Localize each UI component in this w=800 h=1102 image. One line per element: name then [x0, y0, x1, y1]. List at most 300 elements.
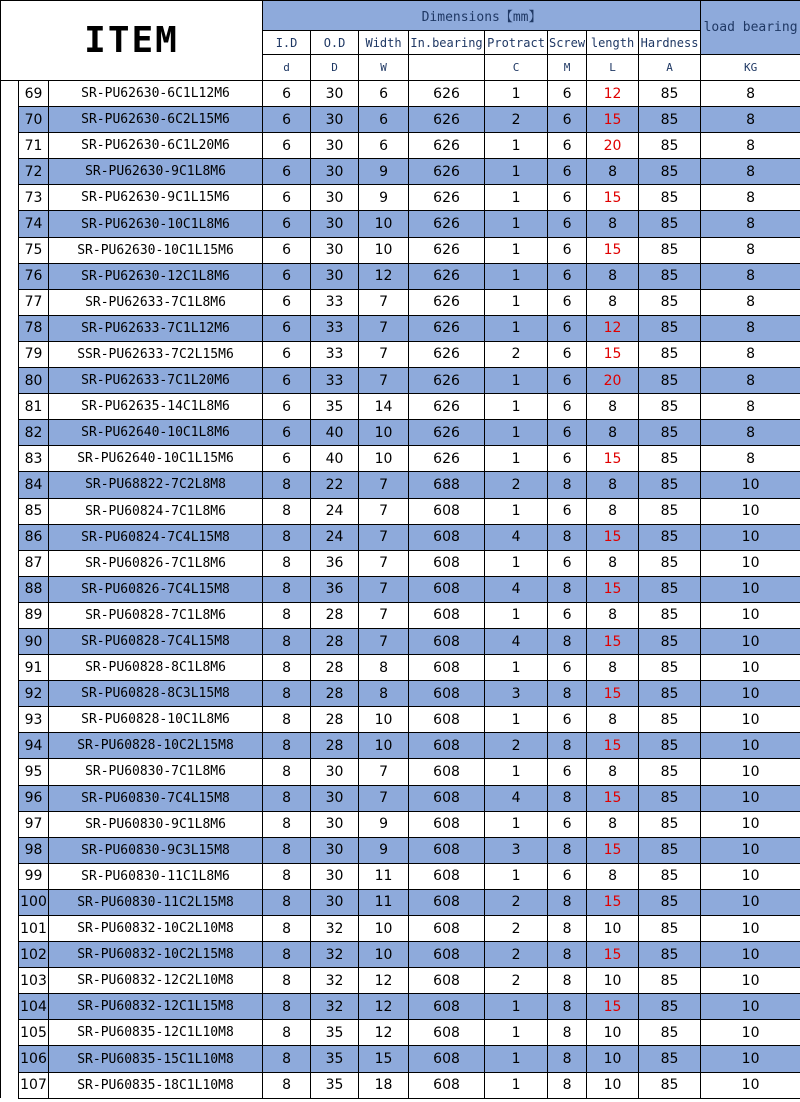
screw-cell: 8 [548, 889, 587, 915]
table-row [1, 707, 800, 733]
symbol-D: D [311, 55, 359, 81]
inner-diameter-cell: 6 [263, 315, 311, 341]
inner-diameter-cell: 6 [263, 107, 311, 133]
in-bearing-cell: 608 [409, 1046, 485, 1072]
screw-cell: 8 [548, 1020, 587, 1046]
outer-diameter-cell: 30 [311, 237, 359, 263]
item-name-cell: SR-PU62630-12C1L8M6 [49, 263, 263, 289]
width-cell: 10 [359, 942, 409, 968]
width-cell: 7 [359, 524, 409, 550]
row-number-cell: 92 [19, 681, 49, 707]
hardness-cell: 85 [639, 707, 701, 733]
inner-diameter-cell: 8 [263, 498, 311, 524]
hardness-cell: 85 [639, 420, 701, 446]
symbol-M: M [548, 55, 587, 81]
hardness-cell: 85 [639, 1020, 701, 1046]
left-margin-cell [1, 185, 19, 211]
load-bearing-cell: 8 [701, 211, 800, 237]
in-bearing-cell: 626 [409, 368, 485, 394]
table-row [1, 107, 800, 133]
width-cell: 8 [359, 655, 409, 681]
length-cell: 8 [587, 707, 639, 733]
inner-diameter-cell: 6 [263, 263, 311, 289]
inner-diameter-cell: 8 [263, 733, 311, 759]
item-name-cell: SR-PU60826-7C1L8M6 [49, 550, 263, 576]
load-bearing-cell: 8 [701, 446, 800, 472]
outer-diameter-cell: 28 [311, 707, 359, 733]
in-bearing-cell: 626 [409, 133, 485, 159]
item-name-cell: SR-PU60824-7C1L8M6 [49, 498, 263, 524]
row-number-cell: 93 [19, 707, 49, 733]
in-bearing-cell: 626 [409, 420, 485, 446]
width-cell: 12 [359, 1020, 409, 1046]
length-cell: 10 [587, 1046, 639, 1072]
length-cell: 8 [587, 159, 639, 185]
in-bearing-cell: 626 [409, 185, 485, 211]
inner-diameter-cell: 6 [263, 394, 311, 420]
length-cell: 15 [587, 185, 639, 211]
length-cell: 8 [587, 289, 639, 315]
in-bearing-cell: 608 [409, 681, 485, 707]
outer-diameter-cell: 33 [311, 368, 359, 394]
hardness-cell: 85 [639, 524, 701, 550]
screw-cell: 6 [548, 185, 587, 211]
load-bearing-title: load bearing [701, 1, 800, 55]
in-bearing-cell: 608 [409, 628, 485, 654]
outer-diameter-cell: 30 [311, 159, 359, 185]
header-row-1 [1, 1, 800, 31]
screw-cell: 6 [548, 655, 587, 681]
inner-diameter-cell: 6 [263, 133, 311, 159]
item-name-cell: SR-PU60835-15C1L10M8 [49, 1046, 263, 1072]
load-bearing-cell: 8 [701, 81, 800, 107]
outer-diameter-cell: 30 [311, 837, 359, 863]
protract-cell: 2 [485, 942, 548, 968]
width-cell: 10 [359, 733, 409, 759]
inner-diameter-cell: 6 [263, 368, 311, 394]
screw-cell: 6 [548, 289, 587, 315]
row-number-cell: 102 [19, 942, 49, 968]
in-bearing-cell: 626 [409, 211, 485, 237]
col-header-in-bearing: In.bearing [409, 31, 485, 55]
length-cell: 15 [587, 681, 639, 707]
row-number-cell: 73 [19, 185, 49, 211]
item-name-cell: SR-PU60830-7C4L15M8 [49, 785, 263, 811]
width-cell: 10 [359, 707, 409, 733]
outer-diameter-cell: 40 [311, 446, 359, 472]
load-bearing-cell: 10 [701, 994, 800, 1020]
left-margin-cell [1, 628, 19, 654]
length-cell: 15 [587, 446, 639, 472]
col-header-length: length [587, 31, 639, 55]
table-row [1, 1020, 800, 1046]
load-bearing-cell: 8 [701, 237, 800, 263]
item-name-cell: SR-PU60830-11C1L8M6 [49, 863, 263, 889]
screw-cell: 8 [548, 524, 587, 550]
load-bearing-cell: 10 [701, 863, 800, 889]
inner-diameter-cell: 8 [263, 968, 311, 994]
row-number-cell: 78 [19, 315, 49, 341]
in-bearing-cell: 608 [409, 916, 485, 942]
protract-cell: 3 [485, 837, 548, 863]
outer-diameter-cell: 30 [311, 785, 359, 811]
length-cell: 8 [587, 211, 639, 237]
protract-cell: 1 [485, 263, 548, 289]
inner-diameter-cell: 8 [263, 681, 311, 707]
hardness-cell: 85 [639, 628, 701, 654]
hardness-cell: 85 [639, 576, 701, 602]
inner-diameter-cell: 8 [263, 550, 311, 576]
col-header-hardness: Hardness [639, 31, 701, 55]
col-header-id: I.D [263, 31, 311, 55]
protract-cell: 1 [485, 550, 548, 576]
load-bearing-cell: 8 [701, 341, 800, 367]
table-row [1, 889, 800, 915]
protract-cell: 1 [485, 237, 548, 263]
load-bearing-cell: 8 [701, 289, 800, 315]
in-bearing-cell: 608 [409, 811, 485, 837]
length-cell: 15 [587, 576, 639, 602]
protract-cell: 1 [485, 759, 548, 785]
outer-diameter-cell: 36 [311, 576, 359, 602]
in-bearing-cell: 626 [409, 81, 485, 107]
row-number-cell: 100 [19, 889, 49, 915]
hardness-cell: 85 [639, 863, 701, 889]
table-row [1, 81, 800, 107]
row-number-cell: 86 [19, 524, 49, 550]
length-cell: 8 [587, 394, 639, 420]
row-number-cell: 94 [19, 733, 49, 759]
load-bearing-cell: 10 [701, 1046, 800, 1072]
item-name-cell: SR-PU62633-7C1L8M6 [49, 289, 263, 315]
left-margin-cell [1, 368, 19, 394]
inner-diameter-cell: 8 [263, 1020, 311, 1046]
screw-cell: 6 [548, 133, 587, 159]
item-name-cell: SR-PU60828-10C2L15M8 [49, 733, 263, 759]
inner-diameter-cell: 8 [263, 1072, 311, 1098]
left-margin-cell [1, 1072, 19, 1098]
table-body [1, 81, 800, 1099]
outer-diameter-cell: 24 [311, 524, 359, 550]
width-cell: 10 [359, 916, 409, 942]
hardness-cell: 85 [639, 107, 701, 133]
item-name-cell: SR-PU60824-7C4L15M8 [49, 524, 263, 550]
left-margin-cell [1, 263, 19, 289]
row-number-cell: 77 [19, 289, 49, 315]
table-row [1, 733, 800, 759]
length-cell: 8 [587, 602, 639, 628]
protract-cell: 2 [485, 733, 548, 759]
table-row [1, 785, 800, 811]
protract-cell: 1 [485, 811, 548, 837]
left-margin-cell [1, 681, 19, 707]
width-cell: 6 [359, 81, 409, 107]
inner-diameter-cell: 6 [263, 81, 311, 107]
outer-diameter-cell: 30 [311, 811, 359, 837]
table-row [1, 472, 800, 498]
left-margin-cell [1, 420, 19, 446]
hardness-cell: 85 [639, 289, 701, 315]
item-name-cell: SR-PU60835-12C1L10M8 [49, 1020, 263, 1046]
left-margin-cell [1, 759, 19, 785]
width-cell: 6 [359, 133, 409, 159]
table-row [1, 524, 800, 550]
table-row [1, 550, 800, 576]
table-row [1, 837, 800, 863]
protract-cell: 1 [485, 211, 548, 237]
item-name-cell: SR-PU62630-6C1L20M6 [49, 133, 263, 159]
length-cell: 8 [587, 655, 639, 681]
row-number-cell: 91 [19, 655, 49, 681]
length-cell: 8 [587, 811, 639, 837]
length-cell: 8 [587, 863, 639, 889]
length-cell: 8 [587, 759, 639, 785]
width-cell: 6 [359, 107, 409, 133]
hardness-cell: 85 [639, 889, 701, 915]
protract-cell: 1 [485, 81, 548, 107]
in-bearing-cell: 608 [409, 707, 485, 733]
table-row [1, 968, 800, 994]
screw-cell: 8 [548, 916, 587, 942]
load-bearing-cell: 10 [701, 576, 800, 602]
item-name-cell: SSR-PU62633-7C2L15M6 [49, 341, 263, 367]
in-bearing-cell: 608 [409, 524, 485, 550]
width-cell: 12 [359, 968, 409, 994]
protract-cell: 1 [485, 133, 548, 159]
symbol-in-bearing [409, 55, 485, 81]
item-name-cell: SR-PU60826-7C4L15M8 [49, 576, 263, 602]
inner-diameter-cell: 8 [263, 524, 311, 550]
width-cell: 12 [359, 263, 409, 289]
row-number-cell: 89 [19, 602, 49, 628]
hardness-cell: 85 [639, 368, 701, 394]
width-cell: 7 [359, 785, 409, 811]
inner-diameter-cell: 8 [263, 759, 311, 785]
load-bearing-cell: 10 [701, 472, 800, 498]
left-margin-cell [1, 133, 19, 159]
width-cell: 7 [359, 341, 409, 367]
hardness-cell: 85 [639, 185, 701, 211]
screw-cell: 6 [548, 263, 587, 289]
in-bearing-cell: 608 [409, 994, 485, 1020]
hardness-cell: 85 [639, 916, 701, 942]
length-cell: 15 [587, 341, 639, 367]
table-row [1, 263, 800, 289]
protract-cell: 1 [485, 1020, 548, 1046]
inner-diameter-cell: 6 [263, 185, 311, 211]
inner-diameter-cell: 6 [263, 341, 311, 367]
row-number-cell: 99 [19, 863, 49, 889]
protract-cell: 4 [485, 524, 548, 550]
item-name-cell: SR-PU60828-8C3L15M8 [49, 681, 263, 707]
in-bearing-cell: 608 [409, 550, 485, 576]
table-row [1, 446, 800, 472]
protract-cell: 4 [485, 576, 548, 602]
screw-cell: 8 [548, 785, 587, 811]
inner-diameter-cell: 8 [263, 837, 311, 863]
table-row [1, 576, 800, 602]
hardness-cell: 85 [639, 759, 701, 785]
protract-cell: 1 [485, 1046, 548, 1072]
load-bearing-cell: 10 [701, 602, 800, 628]
load-bearing-cell: 10 [701, 916, 800, 942]
hardness-cell: 85 [639, 394, 701, 420]
screw-cell: 6 [548, 81, 587, 107]
dimensions-title: Dimensions【mm】 [263, 1, 701, 31]
outer-diameter-cell: 28 [311, 628, 359, 654]
left-margin-cell [1, 315, 19, 341]
screw-cell: 6 [548, 315, 587, 341]
row-number-cell: 95 [19, 759, 49, 785]
outer-diameter-cell: 30 [311, 759, 359, 785]
outer-diameter-cell: 22 [311, 472, 359, 498]
protract-cell: 2 [485, 916, 548, 942]
load-bearing-cell: 8 [701, 107, 800, 133]
table-row [1, 394, 800, 420]
left-margin-cell [1, 916, 19, 942]
row-number-cell: 90 [19, 628, 49, 654]
screw-cell: 6 [548, 863, 587, 889]
width-cell: 15 [359, 1046, 409, 1072]
left-margin-cell [1, 655, 19, 681]
outer-diameter-cell: 35 [311, 1046, 359, 1072]
hardness-cell: 85 [639, 655, 701, 681]
col-header-od: O.D [311, 31, 359, 55]
load-bearing-cell: 8 [701, 159, 800, 185]
screw-cell: 6 [548, 550, 587, 576]
outer-diameter-cell: 30 [311, 133, 359, 159]
outer-diameter-cell: 33 [311, 315, 359, 341]
screw-cell: 6 [548, 759, 587, 785]
inner-diameter-cell: 8 [263, 889, 311, 915]
load-bearing-cell: 10 [701, 524, 800, 550]
item-name-cell: SR-PU60835-18C1L10M8 [49, 1072, 263, 1098]
row-number-cell: 97 [19, 811, 49, 837]
hardness-cell: 85 [639, 341, 701, 367]
item-name-cell: SR-PU62633-7C1L20M6 [49, 368, 263, 394]
protract-cell: 2 [485, 472, 548, 498]
load-bearing-cell: 10 [701, 968, 800, 994]
item-name-cell: SR-PU62630-10C1L8M6 [49, 211, 263, 237]
load-bearing-cell: 10 [701, 942, 800, 968]
inner-diameter-cell: 6 [263, 211, 311, 237]
width-cell: 14 [359, 394, 409, 420]
width-cell: 9 [359, 185, 409, 211]
length-cell: 10 [587, 968, 639, 994]
item-name-cell: SR-PU62630-9C1L15M6 [49, 185, 263, 211]
in-bearing-cell: 608 [409, 1020, 485, 1046]
inner-diameter-cell: 8 [263, 628, 311, 654]
protract-cell: 1 [485, 863, 548, 889]
length-cell: 8 [587, 263, 639, 289]
length-cell: 15 [587, 889, 639, 915]
left-margin-cell [1, 81, 19, 107]
left-margin-cell [1, 524, 19, 550]
load-bearing-cell: 10 [701, 889, 800, 915]
width-cell: 10 [359, 446, 409, 472]
item-name-cell: SR-PU62630-10C1L15M6 [49, 237, 263, 263]
length-cell: 15 [587, 628, 639, 654]
protract-cell: 1 [485, 994, 548, 1020]
length-cell: 15 [587, 785, 639, 811]
screw-cell: 8 [548, 681, 587, 707]
left-margin-cell [1, 602, 19, 628]
item-name-cell: SR-PU60832-12C2L10M8 [49, 968, 263, 994]
load-bearing-cell: 10 [701, 759, 800, 785]
load-bearing-cell: 8 [701, 315, 800, 341]
screw-cell: 6 [548, 394, 587, 420]
screw-cell: 6 [548, 368, 587, 394]
length-cell: 20 [587, 368, 639, 394]
item-name-cell: SR-PU60828-8C1L8M6 [49, 655, 263, 681]
inner-diameter-cell: 8 [263, 916, 311, 942]
in-bearing-cell: 608 [409, 785, 485, 811]
left-margin-cell [1, 550, 19, 576]
width-cell: 9 [359, 837, 409, 863]
inner-diameter-cell: 8 [263, 602, 311, 628]
table-row [1, 811, 800, 837]
table-row [1, 420, 800, 446]
screw-cell: 8 [548, 942, 587, 968]
row-number-cell: 75 [19, 237, 49, 263]
length-cell: 15 [587, 994, 639, 1020]
length-cell: 8 [587, 420, 639, 446]
load-bearing-cell: 10 [701, 733, 800, 759]
table-row [1, 916, 800, 942]
symbol-L: L [587, 55, 639, 81]
table-row [1, 341, 800, 367]
left-margin-cell [1, 498, 19, 524]
length-cell: 8 [587, 498, 639, 524]
outer-diameter-cell: 32 [311, 942, 359, 968]
width-cell: 7 [359, 628, 409, 654]
screw-cell: 6 [548, 602, 587, 628]
in-bearing-cell: 608 [409, 602, 485, 628]
item-name-cell: SR-PU62633-7C1L12M6 [49, 315, 263, 341]
protract-cell: 2 [485, 968, 548, 994]
symbol-C: C [485, 55, 548, 81]
table-row [1, 368, 800, 394]
outer-diameter-cell: 30 [311, 81, 359, 107]
screw-cell: 8 [548, 837, 587, 863]
outer-diameter-cell: 30 [311, 211, 359, 237]
left-margin-cell [1, 394, 19, 420]
load-bearing-cell: 10 [701, 628, 800, 654]
outer-diameter-cell: 30 [311, 263, 359, 289]
load-unit: KG [701, 55, 800, 81]
item-name-cell: SR-PU60830-11C2L15M8 [49, 889, 263, 915]
length-cell: 10 [587, 1020, 639, 1046]
row-number-cell: 106 [19, 1046, 49, 1072]
outer-diameter-cell: 30 [311, 863, 359, 889]
outer-diameter-cell: 28 [311, 733, 359, 759]
in-bearing-cell: 608 [409, 1072, 485, 1098]
hardness-cell: 85 [639, 837, 701, 863]
row-number-cell: 84 [19, 472, 49, 498]
in-bearing-cell: 626 [409, 315, 485, 341]
in-bearing-cell: 626 [409, 446, 485, 472]
outer-diameter-cell: 32 [311, 968, 359, 994]
outer-diameter-cell: 33 [311, 341, 359, 367]
row-number-cell: 98 [19, 837, 49, 863]
protract-cell: 3 [485, 681, 548, 707]
hardness-cell: 85 [639, 159, 701, 185]
hardness-cell: 85 [639, 472, 701, 498]
col-header-protract: Protract [485, 31, 548, 55]
in-bearing-cell: 608 [409, 889, 485, 915]
symbol-A: A [639, 55, 701, 81]
inner-diameter-cell: 8 [263, 472, 311, 498]
